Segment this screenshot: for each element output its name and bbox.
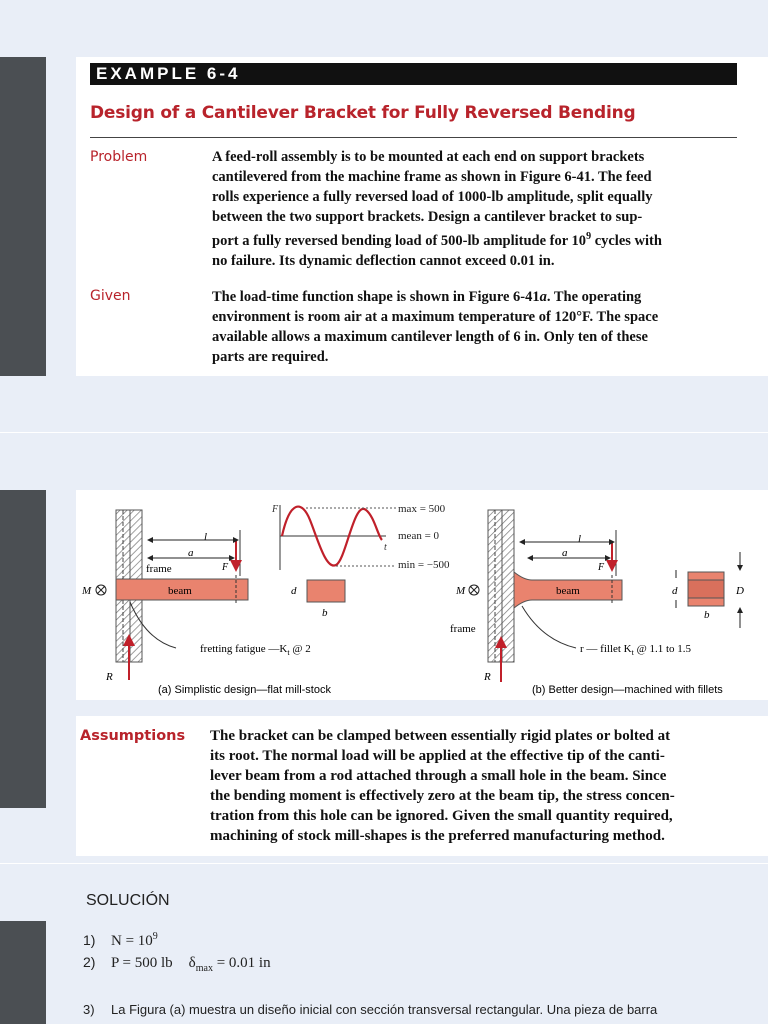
assumptions-text — [210, 726, 675, 846]
cycles-exponent: 9 — [586, 231, 592, 242]
problem-text — [212, 147, 662, 271]
a-label-a: a — [188, 547, 194, 559]
given-line: parts are required. — [212, 349, 329, 365]
a-label-b: a — [562, 547, 568, 559]
slide-1-sidebar — [0, 57, 46, 376]
axis-F: F — [272, 504, 279, 515]
R-label-a: R — [106, 671, 113, 683]
fillet-label: r — fillet $K_t$ @ 1.1 to 1.5 — [580, 643, 692, 657]
load-time-plot — [271, 503, 450, 571]
problem-label: Problem — [90, 149, 148, 165]
d-label-a: d — [291, 585, 297, 597]
given-line: The load-time function shape is shown in Figure 6-41a. The operating — [212, 289, 642, 305]
F-label-a: F — [222, 562, 229, 573]
R-label-b: R — [484, 671, 491, 683]
min-label: min = −500 — [398, 559, 450, 571]
solution-heading: SOLUCIÓN — [86, 892, 170, 909]
given-label: Given — [90, 288, 131, 304]
solution-item-2: 2) P = 500 lb $\delta_{max} = 0.01$ in — [83, 954, 271, 974]
slide-2-sidebar — [0, 490, 46, 808]
l-label-a: l — [204, 531, 208, 543]
problem-line: between the two support brackets. Design a cantilever bracket to sup- — [212, 209, 643, 225]
assumptions-line: tration from this hole can be ignored. Given the small quantity required, — [210, 808, 673, 824]
mean-label: mean = 0 — [398, 530, 440, 542]
beam-label-b: beam — [556, 585, 580, 597]
slide-3-sidebar — [0, 921, 46, 1024]
assumptions-label: Assumptions — [80, 728, 186, 744]
solution-item-3: 3) La Figura (a) muestra un diseño inicial con sección transversal rectangular. Una pieza de barra — [83, 1002, 658, 1017]
design-b — [450, 510, 744, 696]
M-label-a: M — [82, 585, 92, 597]
assumptions-line: The bracket can be clamped between essentially rigid plates or bolted at — [210, 728, 671, 744]
assumptions-card — [76, 716, 768, 856]
b-label-b: b — [704, 609, 710, 621]
problem-line: port a fully reversed bending load of 500-lb amplitude for $10^9$ cycles with — [212, 231, 662, 249]
cantilever-figure — [76, 490, 768, 700]
given-line: environment is room air at a maximum temperature of 120°F. The space — [212, 309, 659, 325]
D-label-b: D — [736, 585, 744, 597]
assumptions-line: lever beam from a rod attached through a small hole in the beam. Since — [210, 768, 667, 784]
figure-card — [76, 490, 768, 700]
problem-line: A feed-roll assembly is to be mounted at each end on support brackets — [212, 149, 645, 165]
caption-a: (a) Simplistic design—flat mill-stock — [158, 684, 331, 696]
fretting-label: fretting fatigue $—K_t$ @ 2 — [200, 643, 311, 657]
given-text — [212, 287, 658, 367]
max-label: max = 500 — [398, 503, 446, 515]
b-label-a: b — [322, 607, 328, 619]
example-title: Design of a Cantilever Bracket for Fully Reversed Bending — [90, 103, 636, 123]
assumptions-line: machining of stock mill-shapes is the preferred manufacturing method. — [210, 828, 665, 844]
example-card — [76, 57, 768, 376]
design-a — [81, 510, 345, 696]
assumptions-line: its root. The normal load will be applied at the effective tip of the canti- — [210, 748, 665, 764]
d-label-b: d — [672, 585, 678, 597]
frame-label-b: frame — [450, 623, 476, 635]
given-line: available allows a maximum cantilever length of 6 in. Only ten of these — [212, 329, 648, 345]
beam-label-a: beam — [168, 585, 192, 597]
axis-t: t — [384, 542, 387, 553]
M-label-b: M — [456, 585, 466, 597]
caption-b: (b) Better design—machined with fillets — [532, 684, 723, 696]
problem-line: rolls experience a fully reversed load of 1000-lb amplitude, split equally — [212, 189, 653, 205]
frame-label-a: frame — [146, 563, 172, 575]
problem-line: no failure. Its dynamic deflection cannot exceed 0.01 in. — [212, 252, 555, 269]
l-label-b: l — [578, 533, 582, 545]
problem-line: cantilevered from the machine frame as shown in Figure 6-41. The feed — [212, 169, 652, 185]
solution-item-1: 1) $N = 10^9$ — [83, 931, 158, 949]
F-label-b: F — [598, 562, 605, 573]
title-rule — [90, 137, 737, 138]
example-number: EXAMPLE 6-4 — [90, 63, 737, 85]
assumptions-line: the bending moment is effectively zero at the beam tip, the stress concen- — [210, 788, 675, 804]
